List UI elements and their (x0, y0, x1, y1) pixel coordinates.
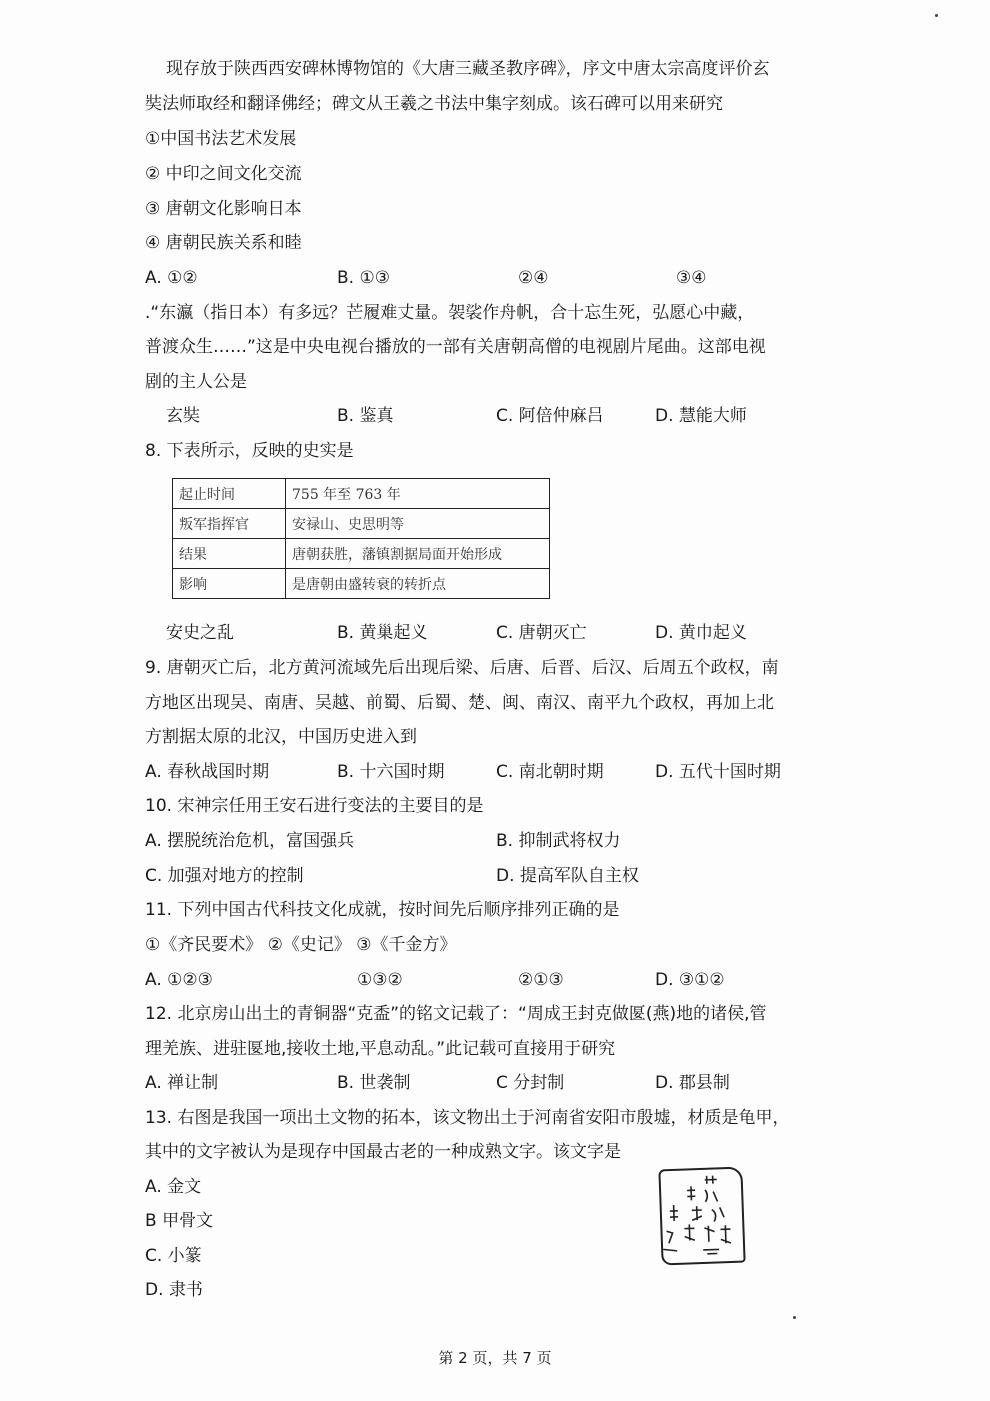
q10-option-d: D. 提高军队自主权 (496, 866, 639, 886)
q8-stem: 8. 下表所示，反映的史实是 (145, 441, 354, 461)
q12-option-b: B. 世袭制 (337, 1073, 411, 1093)
table-cell: 叛军指挥官 (173, 509, 286, 539)
q8-option-c: C. 唐朝灭亡 (496, 623, 587, 643)
table-cell: 安禄山、史思明等 (286, 509, 550, 539)
intro-item-2: ② 中印之间文化交流 (145, 164, 302, 184)
intro-item-1: ①中国书法艺术发展 (145, 129, 297, 149)
table-row (173, 509, 550, 539)
q13-option-d: D. 隶书 (145, 1280, 203, 1300)
q11-items: ①《齐民要术》 ②《史记》 ③《千金方》 (145, 935, 457, 955)
q12-option-a: A. 禅让制 (145, 1073, 219, 1093)
q11-stem: 11. 下列中国古代科技文化成就，按时间先后顺序排列正确的是 (145, 900, 620, 920)
q7-option-a: 玄奘 (166, 406, 200, 426)
q7-line-3: 剧的主人公是 (145, 372, 247, 392)
q9-option-a: A. 春秋战国时期 (145, 762, 270, 782)
q8-option-b: B. 黄巢起义 (337, 623, 428, 643)
q10-stem: 10. 宋神宗任用王安石进行变法的主要目的是 (145, 796, 484, 816)
q10-option-c: C. 加强对地方的控制 (145, 866, 304, 886)
q9-option-b: B. 十六国时期 (337, 762, 445, 782)
table-cell: 755 年至 763 年 (286, 479, 550, 509)
table-cell: 唐朝获胜，藩镇割据局面开始形成 (286, 539, 550, 569)
q8-table (172, 478, 550, 599)
q11-option-a: A. ①②③ (145, 970, 213, 990)
q13-option-a: A. 金文 (145, 1177, 202, 1197)
table-cell: 结果 (173, 539, 286, 569)
table-row (173, 479, 550, 509)
q13-line-2: 其中的文字被认为是现存中国最古老的一种成熟文字。该文字是 (145, 1142, 621, 1162)
q11-option-c: ②①③ (518, 970, 564, 990)
q9-option-c: C. 南北朝时期 (496, 762, 604, 782)
q9-line-3: 方割据太原的北汉，中国历史进入到 (145, 727, 417, 747)
q12-option-c: C 分封制 (496, 1073, 565, 1093)
intro-item-3: ③ 唐朝文化影响日本 (145, 199, 302, 219)
page-footer: 第 2 页，共 7 页 (438, 1349, 552, 1367)
intro-line-2: 奘法师取经和翻译佛经；碑文从王羲之书法中集字刻成。该石碑可以用来研究 (145, 94, 723, 114)
q10-option-b: B. 抑制武将权力 (496, 831, 621, 851)
table-cell: 影响 (173, 569, 286, 599)
q11-option-b: ①③② (357, 970, 403, 990)
scan-speck (935, 14, 938, 17)
q7-line-2: 普渡众生……”这是中央电视台播放的一部有关唐朝高僧的电视剧片尾曲。这部电视 (145, 337, 766, 357)
q9-option-d: D. 五代十国时期 (655, 762, 781, 782)
q12-option-d: D. 郡县制 (655, 1073, 730, 1093)
q7-option-d: D. 慧能大师 (655, 406, 747, 426)
q13-option-b: B 甲骨文 (145, 1211, 214, 1231)
q7-line-1: .“东瀛（指日本）有多远？芒履难丈量。袈裟作舟帆，合十忘生死，弘愿心中藏， (145, 303, 755, 323)
q8-option-a: 安史之乱 (166, 623, 234, 643)
intro-option-a: A. ①② (145, 268, 198, 288)
table-cell: 是唐朝由盛转衰的转折点 (286, 569, 550, 599)
q7-option-c: C. 阿倍仲麻吕 (496, 406, 604, 426)
oracle-bone-rubbing-image (658, 1167, 745, 1266)
q7-option-b: B. 鉴真 (337, 406, 394, 426)
q11-option-d: D. ③①② (655, 970, 725, 990)
q13-line-1: 13. 右图是我国一项出土文物的拓本，该文物出土于河南省安阳市殷墟，材质是龟甲， (145, 1108, 790, 1128)
q12-line-2: 理羌族、进驻匽地,接收土地,平息动乱。”此记载可直接用于研究 (145, 1039, 616, 1059)
q9-line-2: 方地区出现吴、南唐、吴越、前蜀、后蜀、楚、闽、南汉、南平九个政权，再加上北 (145, 693, 774, 713)
q13-option-c: C. 小篆 (145, 1246, 202, 1266)
scan-speck (793, 1316, 796, 1319)
intro-line-1: 现存放于陕西西安碑林博物馆的《大唐三藏圣教序碑》，序文中唐太宗高度评价玄 (166, 59, 770, 79)
q10-option-a: A. 摆脱统治危机，富国强兵 (145, 831, 355, 851)
q12-line-1: 12. 北京房山出土的青铜器“克盉”的铭文记载了：“周成王封克做匽(燕)地的诸侯,管 (145, 1004, 767, 1024)
q8-option-d: D. 黄巾起义 (655, 623, 747, 643)
intro-item-4: ④ 唐朝民族关系和睦 (145, 233, 302, 253)
table-row (173, 539, 550, 569)
q9-line-1: 9. 唐朝灭亡后，北方黄河流域先后出现后梁、后唐、后晋、后汉、后周五个政权，南 (145, 658, 779, 678)
intro-option-c: ②④ (518, 268, 549, 288)
intro-option-d: ③④ (676, 268, 707, 288)
table-row (173, 569, 550, 599)
intro-option-b: B. ①③ (337, 268, 390, 288)
table-cell: 起止时间 (173, 479, 286, 509)
